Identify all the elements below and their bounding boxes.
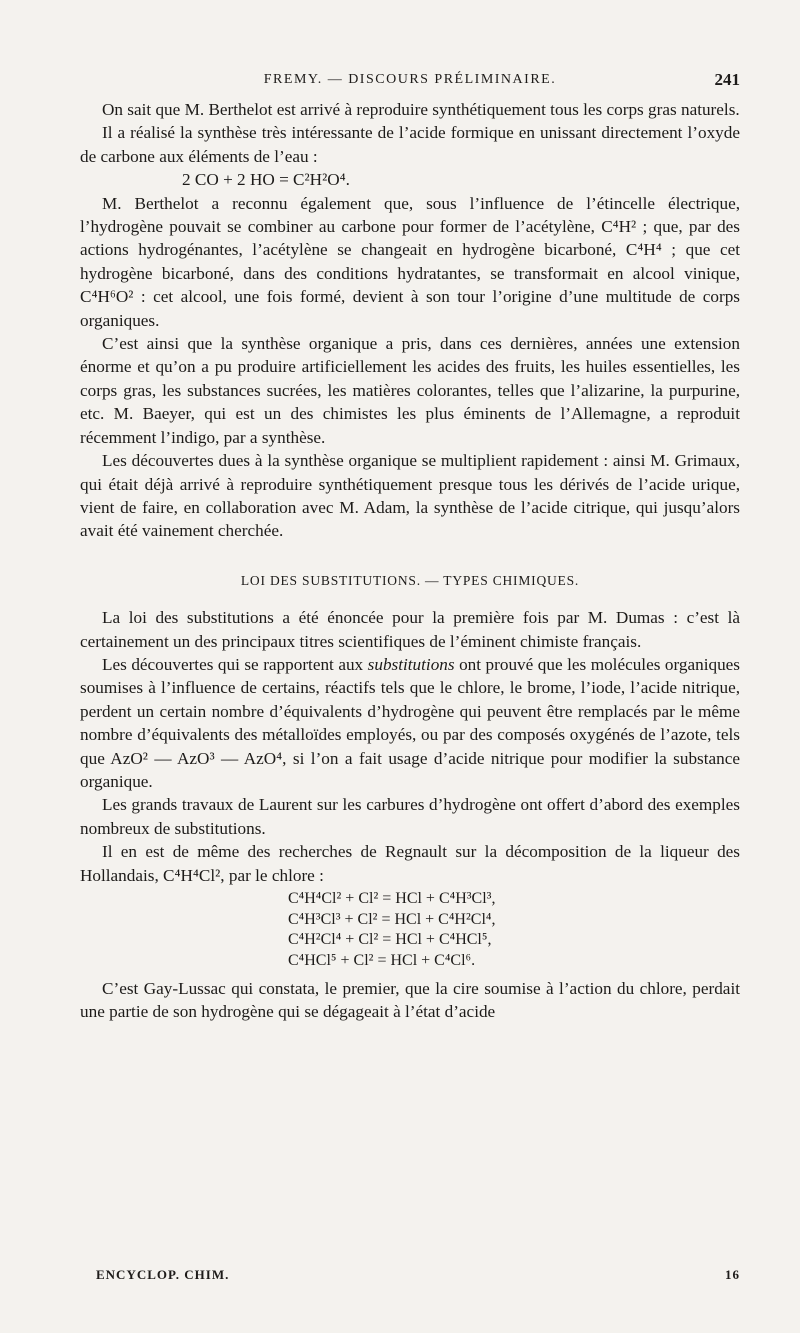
paragraph: La loi des substitutions a été énoncée pour la première fois par M. Dumas : c’est là certainement un des principaux titres scientifiques de l’éminent chimiste français. [80,608,740,651]
sheet-number: 16 [725,1267,740,1282]
paragraph: C’est Gay-Lussac qui constata, le premier, que la cire soumise à l’action du chlore, perdait une partie de son hydrogène qui se dégageait à l’état d’acide [80,979,740,1022]
page-footer [80,1267,740,1287]
equation-line: C⁴HCl⁵ + Cl² = HCl + C⁴Cl⁶. [288,951,476,969]
formula-line: 2 CO + 2 HO = C²H²O⁴. [182,170,350,190]
paragraph-text: Les découvertes qui se rapportent aux [102,654,368,674]
equation-block [80,889,740,971]
equation-line: C⁴H⁴Cl² + Cl² = HCl + C⁴H³Cl³, [288,890,496,907]
section-heading: LOI DES SUBSTITUTIONS. — TYPES CHIMIQUES. [240,572,580,588]
page-number: 241 [714,70,740,89]
paragraph: M. Berthelot a reconnu également que, sous l’influence de l’étincelle électrique, l’hydrogène pouvait se combiner au carbone pour former de l’acétylène, C⁴H² ; que, par des actions hydrogénantes, l’acétylène se changeait en hydrogène bicarboné, C⁴H⁴ ; que cet hydrogène bicarboné, dans des conditions hydratantes, se transformait en alcool vinique, C⁴H⁶O² : cet alcool, une fois formé, devient à son tour l’origine d’une multitude de corps organiques. [80,193,740,330]
paragraph: Il en est de même des recherches de Regnault sur la décomposition de la liqueur des Hollandais, C⁴H⁴Cl², par le chlore : [80,842,740,885]
paragraph: On sait que M. Berthelot est arrivé à reproduire synthétiquement tous les corps gras naturels. [102,100,740,119]
paragraph: Il a réalisé la synthèse très intéressante de l’acide formique en unissant directement l’oxyde de carbone aux éléments de l’eau : [80,123,740,166]
paragraph: C’est ainsi que la synthèse organique a pris, dans ces dernières, années une extension énorme et qu’on a pu produire artificiellement les acides des fruits, les huiles essentielles, les corps gras, les substances sucrées, les matières colorantes, telles que l’alizarine, la purpurine, etc. M. Baeyer, qui est un des chimistes les plus éminents de l’Allemagne, a reproduit récemment l’indigo, par a synthèse. [80,334,740,447]
emphasized-term: substitutions [367,654,455,674]
signature-mark: ENCYCLOP. CHIM. [96,1267,230,1282]
equation-line: C⁴H³Cl³ + Cl² = HCl + C⁴H²Cl⁴, [288,910,496,928]
page-body [80,98,740,1024]
equation-line: C⁴H²Cl⁴ + Cl² = HCl + C⁴HCl⁵, [288,931,492,948]
paragraph-text: ont prouvé que les molécules organiques soumises à l’influence de certains, réactifs tels que le chlore, le brome, l’iode, l’acide nitrique, perdent un certain nombre d’équivalents d’hydrogène qui peuvent être remplacés par le même nombre d’équivalents des métalloïdes employés, ou par des composés oxygénés de l’azote, tels que AzO² — AzO³ — AzO⁴, si l’on a fait usage d’acide nitrique pour modifier la substance organique. [80,654,740,791]
paragraph: Les découvertes dues à la synthèse organique se multiplient rapidement : ainsi M. Grimaux, qui était déjà arrivé à reproduire synthétiquement presque tous les dérivés de l’acide urique, vient de faire, en collaboration avec M. Adam, la synthèse de l’acide citrique, qui jusqu’alors avait été vainement cherchée. [80,451,740,541]
paragraph [80,653,740,793]
paragraph: Les grands travaux de Laurent sur les carbures d’hydrogène ont offert d’abord des exemples nombreux de substitutions. [80,795,740,838]
running-header [80,72,740,94]
running-title: FREMY. — DISCOURS PRÉLIMINAIRE. [263,72,557,87]
